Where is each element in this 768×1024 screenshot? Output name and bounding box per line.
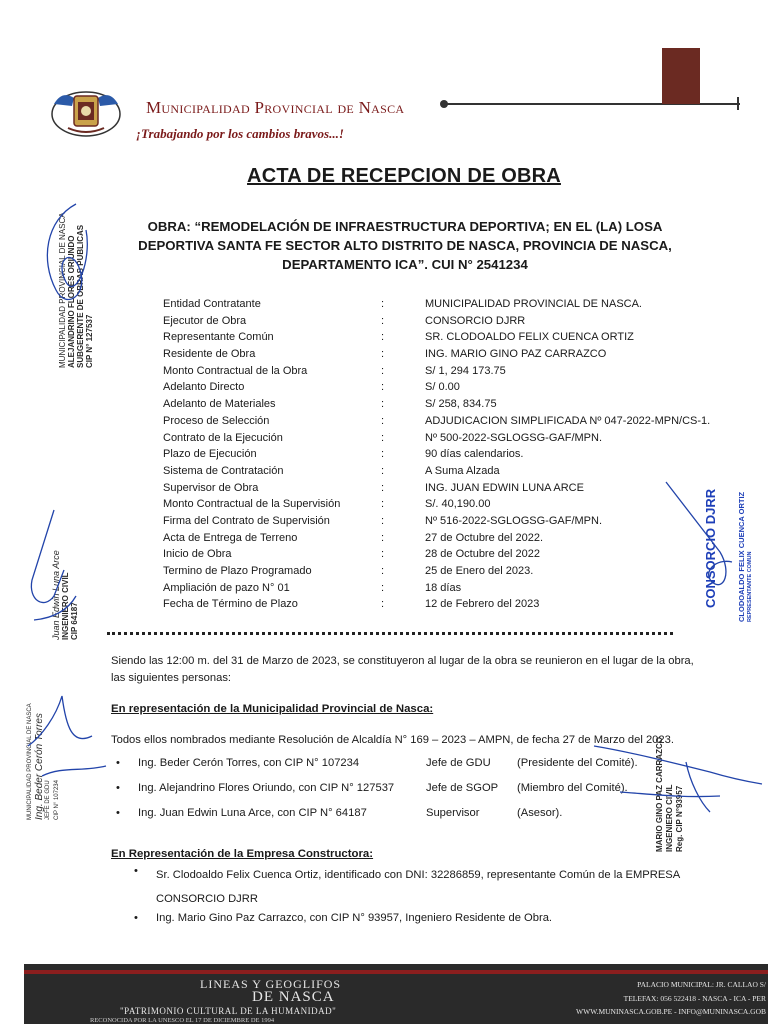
- municipal-section-heading: En representación de la Municipalidad Provincial de Nasca:: [111, 703, 434, 715]
- stamp-line: MUNICIPALIDAD PROVINCIAL DE NASCA: [58, 212, 67, 368]
- stamp-line: SUBGERENTE DE OBRAS PUBLICAS: [76, 224, 85, 368]
- detail-row: [163, 313, 703, 330]
- detail-value: ING. MARIO GINO PAZ CARRAZCO: [425, 348, 607, 361]
- detail-row: [163, 363, 703, 380]
- header-rule-end: [737, 97, 739, 110]
- member-item: [116, 757, 656, 774]
- member-committee-role: (Asesor).: [517, 807, 563, 819]
- slogan: ¡Trabajando por los cambios bravos...!: [136, 126, 344, 141]
- company-rep-text: Sr. Clodoaldo Felix Cuenca Ortiz, identificado con DNI: 32286859, representante Común de la EMPRESA CONSORCIO DJRR: [156, 869, 680, 905]
- detail-label: Monto Contractual de la Supervisión: [163, 498, 341, 511]
- stamp-line: REPRESENTANTE COMUN: [747, 551, 753, 622]
- stamp-line: MUNICIPALIDAD PROVINCIAL DE NASCA: [27, 703, 33, 820]
- detail-value: SR. CLODOALDO FELIX CUENCA ORTIZ: [425, 331, 634, 344]
- detail-value: 90 días calendarios.: [425, 448, 524, 461]
- detail-row: [163, 580, 703, 597]
- company-section-heading: En Representación de la Empresa Constructora:: [111, 848, 374, 860]
- member-role: Supervisor: [426, 807, 480, 819]
- detail-colon: :: [381, 548, 385, 561]
- signature-paz-carrazco: [590, 732, 766, 818]
- detail-row: [163, 430, 703, 447]
- stamp-line: ALEJANDRINO FLORES ORIUNDO: [67, 235, 76, 368]
- stamp-line: Juan Edwin Luna Arce: [51, 550, 61, 640]
- member-name: Ing. Juan Edwin Luna Arce, con CIP N° 64187: [138, 807, 367, 819]
- detail-colon: :: [381, 398, 385, 411]
- stamp-line: Ing. Beder Cerón Torres: [34, 713, 45, 820]
- header-accent-block: [662, 48, 700, 104]
- detail-colon: :: [381, 565, 385, 577]
- bullet: •: [116, 807, 120, 819]
- detail-colon: :: [381, 364, 385, 377]
- detail-row: [163, 463, 703, 480]
- detail-value: S/ 258, 834.75: [425, 398, 497, 411]
- detail-value: 25 de Enero del 2023.: [425, 565, 534, 577]
- dotted-separator: [107, 632, 673, 635]
- footer-accent-stripe: [24, 970, 768, 974]
- detail-label: Inicio de Obra: [163, 548, 232, 561]
- signature-cuenca-ortiz: [662, 462, 768, 612]
- footer-patrimonio: "PATRIMONIO CULTURAL DE LA HUMANIDAD": [120, 1006, 337, 1016]
- member-item: [116, 807, 656, 824]
- stamp-line: CIP 64187: [70, 602, 79, 640]
- detail-label: Plazo de Ejecución: [163, 448, 257, 461]
- resolution-text: Todos ellos nombrados mediante Resolución de Alcaldía N° 169 – 2023 – AMPN, de fecha 27 de Marzo del 2023.: [111, 734, 674, 746]
- detail-row: [163, 379, 703, 396]
- bullet: •: [116, 782, 120, 794]
- detail-colon: :: [381, 464, 385, 477]
- detail-colon: :: [381, 431, 385, 444]
- detail-label: Adelanto Directo: [163, 381, 245, 394]
- stamp-line: INGENIERO CIVIL: [61, 572, 70, 640]
- document-title: ACTA DE RECEPCION DE OBRA: [247, 165, 561, 187]
- member-item: [116, 782, 656, 799]
- member-committee-role: (Miembro del Comité).: [517, 782, 628, 794]
- detail-value: 18 días: [425, 581, 462, 594]
- detail-label: Ejecutor de Obra: [163, 314, 247, 327]
- stamp-line: CLODOALDO FELIX CUENCA ORTIZ: [737, 491, 746, 622]
- member-role: Jefe de SGOP: [426, 782, 499, 794]
- stamp-line: Reg. CIP N°93957: [675, 785, 684, 852]
- detail-colon: :: [381, 481, 385, 494]
- company-rep-item: [134, 910, 694, 927]
- stamp-line: INGENIERO CIVIL: [665, 784, 674, 852]
- detail-label: Supervisor de Obra: [163, 481, 259, 494]
- bullet: •: [134, 865, 138, 877]
- detail-row: [163, 329, 703, 346]
- signature-luna-arce: [24, 500, 84, 640]
- detail-value: Nº 516-2022-SGLOGSG-GAF/MPN.: [425, 514, 603, 527]
- detail-value: S/ 0.00: [425, 381, 460, 394]
- detail-row: [163, 513, 703, 530]
- detail-label: Ampliación de pazo N° 01: [163, 581, 290, 594]
- stamp-line: MARIO GINO PAZ CARRAZCO: [655, 737, 664, 852]
- detail-value: ING. JUAN EDWIN LUNA ARCE: [425, 481, 584, 494]
- stamp-consorcio: CONSORCIO DJRR: [703, 488, 718, 608]
- detail-value: S/ 1, 294 173.75: [425, 364, 506, 377]
- detail-colon: :: [381, 298, 385, 310]
- detail-row: [163, 446, 703, 463]
- stamp-line: CIP N° 127537: [85, 314, 94, 368]
- detail-colon: :: [381, 498, 385, 511]
- detail-value: CONSORCIO DJRR: [425, 314, 526, 327]
- detail-value: 28 de Octubre del 2022: [425, 548, 540, 561]
- member-name: Ing. Beder Cerón Torres, con CIP N° 107234: [138, 757, 360, 769]
- project-details-table: [163, 296, 711, 613]
- detail-value: 12 de Febrero del 2023: [425, 598, 540, 611]
- detail-colon: :: [381, 414, 385, 427]
- detail-value: 27 de Octubre del 2022.: [425, 531, 544, 544]
- municipality-name: Municipalidad Provincial de Nasca: [146, 98, 405, 117]
- detail-label: Monto Contractual de la Obra: [163, 364, 308, 377]
- detail-colon: :: [381, 581, 385, 594]
- member-name: Ing. Alejandrino Flores Oriundo, con CIP N° 127537: [138, 782, 395, 794]
- detail-colon: :: [381, 314, 385, 327]
- detail-label: Sistema de Contratación: [163, 464, 284, 477]
- footer-lineas: LINEAS Y GEOGLIFOS: [200, 977, 342, 991]
- detail-row: [163, 346, 703, 363]
- company-rep-text: Ing. Mario Gino Paz Carrazco, con CIP N° 93957, Ingeniero Residente de Obra.: [156, 912, 553, 924]
- detail-label: Firma del Contrato de Supervisión: [163, 514, 330, 527]
- detail-label: Acta de Entrega de Terreno: [163, 531, 298, 544]
- detail-label: Entidad Contratante: [163, 298, 261, 310]
- bullet: •: [116, 757, 120, 769]
- detail-value: MUNICIPALIDAD PROVINCIAL DE NASCA.: [425, 298, 642, 310]
- member-committee-role: (Presidente del Comité).: [517, 757, 638, 769]
- stamp-line: CIP N° 107234: [54, 780, 60, 820]
- signature-flores: [36, 200, 96, 320]
- stamp-line: JEFE DE GDU: [45, 780, 51, 820]
- detail-label: Representante Común: [163, 331, 274, 344]
- detail-row: [163, 480, 703, 497]
- footer-telefax: TELEFAX: 056 522418 - NASCA - ICA - PER: [623, 994, 766, 1003]
- signature-ceron-torres: [22, 676, 112, 786]
- member-role: Jefe de GDU: [426, 757, 491, 769]
- detail-row: [163, 413, 711, 430]
- detail-label: Termino de Plazo Programado: [163, 565, 312, 577]
- footer-nasca: DE NASCA: [252, 989, 335, 1005]
- municipal-crest-logo: [48, 84, 124, 138]
- detail-label: Fecha de Término de Plazo: [163, 598, 298, 611]
- intro-paragraph: Siendo las 12:00 m. del 31 de Marzo de 2023, se constituyeron al lugar de la obra se reunieron en el lugar de la obra, las siguientes personas:: [111, 655, 694, 684]
- detail-colon: :: [381, 381, 385, 394]
- detail-label: Adelanto de Materiales: [163, 398, 276, 411]
- footer-web: WWW.MUNINASCA.GOB.PE - INFO@MUNINASCA.GOB: [576, 1007, 766, 1016]
- detail-label: Residente de Obra: [163, 348, 256, 361]
- footer-unesco: RECONOCIDA POR LA UNESCO EL 17 DE DICIEMBRE DE 1994: [90, 1017, 275, 1024]
- detail-row: [163, 563, 703, 580]
- detail-colon: :: [381, 331, 385, 344]
- detail-colon: :: [381, 348, 385, 361]
- detail-colon: :: [381, 514, 385, 527]
- detail-value: Nº 500-2022-SGLOGSG-GAF/MPN.: [425, 431, 603, 444]
- detail-row: [163, 296, 703, 313]
- detail-label: Contrato de la Ejecución: [163, 431, 283, 444]
- detail-colon: :: [381, 448, 385, 461]
- company-rep-item: [134, 863, 694, 905]
- detail-value: A Suma Alzada: [425, 464, 500, 477]
- bullet: •: [134, 912, 138, 924]
- detail-value: ADJUDICACION SIMPLIFICADA Nº 047-2022-MPN/CS-1.: [425, 414, 711, 427]
- detail-row: [163, 396, 703, 413]
- detail-row: [163, 596, 703, 613]
- detail-colon: :: [381, 531, 385, 544]
- detail-row: [163, 546, 703, 563]
- detail-row: [163, 496, 703, 513]
- detail-row: [163, 530, 703, 547]
- detail-value: S/. 40,190.00: [425, 498, 491, 511]
- detail-colon: :: [381, 598, 385, 611]
- detail-label: Proceso de Selección: [163, 414, 270, 427]
- obra-title: OBRA: “REMODELACIÓN DE INFRAESTRUCTURA DEPORTIVA; EN EL (LA) LOSA DEPORTIVA SANTA FE SECTOR ALTO DISTRITO DE NASCA, PROVINCIA DE NASCA, DEPARTAMENTO ICA”. CUI N° 2541234: [138, 219, 672, 272]
- footer-address: PALACIO MUNICIPAL: JR. CALLAO S/: [637, 980, 766, 989]
